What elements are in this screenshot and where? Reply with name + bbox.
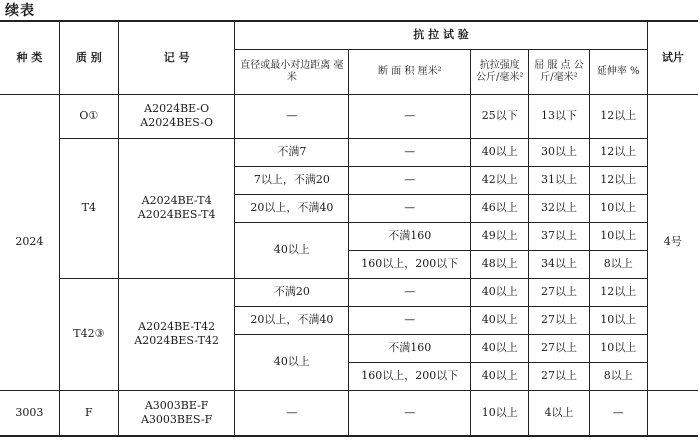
yield-cell: 27以上 — [529, 362, 589, 390]
strength-cell: 42以上 — [471, 166, 529, 194]
header-mark: 记 号 — [118, 21, 234, 94]
kind-cell: 3003 — [0, 390, 59, 436]
yield-cell: 31以上 — [529, 166, 589, 194]
mark-cell: A3003BE-F A3003BES-F — [118, 390, 234, 436]
elong-cell: 12以上 — [589, 138, 647, 166]
elong-cell: 12以上 — [589, 166, 647, 194]
temper-cell: F — [59, 390, 118, 436]
mark-cell: A2024BE-O A2024BES-O — [118, 94, 234, 138]
specimen-cell-empty — [647, 390, 698, 436]
yield-cell: 32以上 — [529, 194, 589, 222]
temper-cell: T42③ — [59, 278, 118, 390]
elong-cell: 10以上 — [589, 194, 647, 222]
strength-cell: 40以上 — [471, 278, 529, 306]
area-cell: — — [349, 278, 471, 306]
strength-cell: 10以上 — [471, 390, 529, 436]
elong-cell: 12以上 — [589, 94, 647, 138]
table-caption: 续表 — [5, 3, 35, 19]
dim-cell: 不满7 — [235, 138, 349, 166]
elong-cell: 12以上 — [589, 278, 647, 306]
strength-cell: 40以上 — [471, 306, 529, 334]
table-row — [0, 278, 698, 306]
header-temper: 质 别 — [59, 21, 118, 94]
yield-cell: 27以上 — [529, 334, 589, 362]
table-row — [0, 138, 698, 166]
dim-cell: — — [235, 94, 349, 138]
area-cell: 不满160 — [349, 334, 471, 362]
dim-cell: 20以上，不满40 — [235, 194, 349, 222]
header-specimen: 试片 — [647, 21, 698, 94]
header-elongation: 延伸率 % — [589, 49, 647, 94]
yield-cell: 34以上 — [529, 250, 589, 278]
area-cell: 不满160 — [349, 222, 471, 250]
kind-cell: 2024 — [0, 94, 59, 390]
header-tensile-test: 抗 拉 试 验 — [235, 21, 648, 49]
area-cell: 160以上，200以下 — [349, 250, 471, 278]
mark-cell: A2024BE-T4 A2024BES-T4 — [118, 138, 234, 278]
yield-cell: 37以上 — [529, 222, 589, 250]
table-row — [0, 390, 698, 436]
header-kind: 种 类 — [0, 21, 59, 94]
area-cell: — — [349, 138, 471, 166]
area-cell: — — [349, 94, 471, 138]
table-row — [0, 94, 698, 138]
elong-cell: 10以上 — [589, 222, 647, 250]
elong-cell: 10以上 — [589, 306, 647, 334]
header-dimension: 直径或最小对边距离 毫米 — [235, 49, 349, 94]
strength-cell: 48以上 — [471, 250, 529, 278]
strength-cell: 46以上 — [471, 194, 529, 222]
elong-cell: 8以上 — [589, 250, 647, 278]
strength-cell: 25以下 — [471, 94, 529, 138]
elong-cell: — — [589, 390, 647, 436]
header-tensile-strength: 抗拉强度 公斤/毫米² — [471, 49, 529, 94]
strength-cell: 49以上 — [471, 222, 529, 250]
dim-cell: 40以上 — [235, 222, 349, 278]
strength-cell: 40以上 — [471, 334, 529, 362]
dim-cell: 不满20 — [235, 278, 349, 306]
temper-cell: T4 — [59, 138, 118, 278]
yield-cell: 13以下 — [529, 94, 589, 138]
area-cell: 160以上，200以下 — [349, 362, 471, 390]
dim-cell: 40以上 — [235, 334, 349, 390]
area-cell: — — [349, 194, 471, 222]
dim-cell: 20以上，不满40 — [235, 306, 349, 334]
yield-cell: 27以上 — [529, 306, 589, 334]
header-yield-point: 屈 服 点 公斤/毫米² — [529, 49, 589, 94]
temper-cell: O① — [59, 94, 118, 138]
strength-cell: 40以上 — [471, 138, 529, 166]
area-cell: — — [349, 390, 471, 436]
yield-cell: 30以上 — [529, 138, 589, 166]
area-cell: — — [349, 306, 471, 334]
dim-cell: 7以上，不满20 — [235, 166, 349, 194]
area-cell: — — [349, 166, 471, 194]
yield-cell: 27以上 — [529, 278, 589, 306]
tensile-test-table — [0, 20, 698, 437]
header-area: 断 面 积 厘米² — [349, 49, 471, 94]
strength-cell: 40以上 — [471, 362, 529, 390]
specimen-cell: 4号 — [647, 94, 698, 390]
mark-cell: A2024BE-T42 A2024BES-T42 — [118, 278, 234, 390]
elong-cell: 10以上 — [589, 334, 647, 362]
yield-cell: 4以上 — [529, 390, 589, 436]
elong-cell: 8以上 — [589, 362, 647, 390]
dim-cell: — — [235, 390, 349, 436]
